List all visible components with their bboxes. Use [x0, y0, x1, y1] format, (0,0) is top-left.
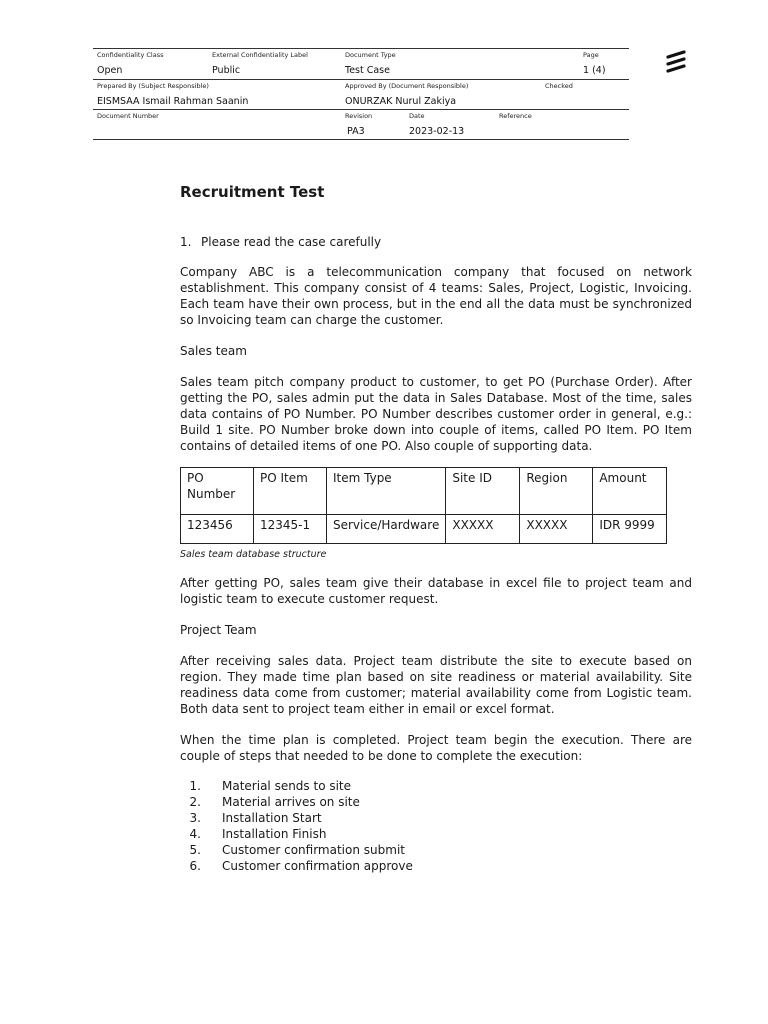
intro-paragraph: Company ABC is a telecommunication company that focused on network establishment. This company consist of 4 teams: Sales, Project, Logistic, Invoicing. Each team have their own process, but in the end all the data must be synchronized so Invoicing team can charge the customer.	[180, 265, 692, 327]
list-item-text: Installation Start	[222, 811, 322, 825]
list-item-text: Material arrives on site	[222, 795, 360, 809]
confidentiality-class-value: Open	[97, 65, 123, 76]
table-cell: 12345-1	[254, 515, 327, 544]
numbered-item-1	[180, 234, 381, 250]
document-type-value: Test Case	[345, 65, 390, 76]
page-label: Page	[583, 51, 599, 59]
execution-steps-list	[180, 778, 413, 874]
table-row	[181, 515, 667, 544]
page-title: Recruitment Test	[180, 183, 325, 201]
table-header-cell: PO Item	[254, 468, 327, 515]
list-item	[180, 858, 413, 874]
list-item	[180, 826, 413, 842]
table-header-cell: Amount	[593, 468, 667, 515]
document-header	[93, 48, 629, 140]
approved-by-value: ONURZAK Nurul Zakiya	[345, 96, 457, 107]
header-row-2	[93, 79, 629, 109]
table-header-row	[181, 468, 667, 515]
sales-paragraph: Sales team pitch company product to customer, to get PO (Purchase Order). After getting the PO, sales admin put the data in Sales Database. Most of the time, sales data contains of PO Number. PO Number describes customer order in general, e.g.: Build 1 site. PO Number broke down into couple of items, called PO Item. PO Item contains of detailed items of one PO. Also couple of supporting data.	[180, 375, 692, 453]
reference-label: Reference	[499, 112, 532, 120]
table-cell: Service/Hardware	[327, 515, 446, 544]
table-header-cell: PO Number	[181, 468, 254, 515]
list-item	[180, 842, 413, 858]
list-item-number: 2.	[189, 795, 201, 809]
table-header-cell: Item Type	[327, 468, 446, 515]
table-cell: 123456	[181, 515, 254, 544]
date-label: Date	[409, 112, 425, 120]
list-item-text: Material sends to site	[222, 779, 352, 793]
prepared-by-value: EISMSAA Ismail Rahman Saanin	[97, 96, 249, 107]
list-item-text: Installation Finish	[222, 827, 327, 841]
revision-label: Revision	[345, 112, 373, 120]
list-item-number: 6.	[189, 859, 201, 873]
list-item	[180, 794, 413, 810]
document-type-label: Document Type	[345, 51, 396, 59]
external-label-value: Public	[212, 65, 241, 76]
table-header-cell: Region	[520, 468, 593, 515]
ericsson-logo-icon	[665, 50, 687, 74]
table-cell: IDR 9999	[593, 515, 667, 544]
list-item-number: 5.	[189, 843, 201, 857]
project-heading: Project Team	[180, 623, 257, 637]
document-number-label: Document Number	[97, 112, 159, 120]
list-item	[180, 778, 413, 794]
table-header-cell: Site ID	[446, 468, 520, 515]
list-item-number: 1.	[189, 779, 201, 793]
item-text: Please read the case carefully	[201, 235, 382, 249]
list-item	[180, 810, 413, 826]
project-paragraph: After receiving sales data. Project team distribute the site to execute based on region. They made time plan based on site readiness or material availability. Site readiness data come from customer; material availability come from Logistic team. Both data sent to project team either in email or excel format.	[180, 654, 692, 716]
list-item-number: 4.	[189, 827, 201, 841]
item-number: 1.	[180, 235, 192, 249]
prepared-by-label: Prepared By (Subject Responsible)	[97, 82, 209, 90]
sales-table	[180, 467, 667, 544]
timeplan-paragraph: When the time plan is completed. Project team begin the execution. There are couple of steps that needed to be done to complete the execution:	[180, 733, 692, 763]
table-cell: XXXXX	[520, 515, 593, 544]
page-value: 1 (4)	[583, 65, 606, 76]
header-row-3	[93, 109, 629, 140]
revision-value: PA3	[347, 126, 365, 137]
list-item-text: Customer confirmation submit	[222, 843, 405, 857]
approved-by-label: Approved By (Document Responsible)	[345, 82, 469, 90]
sales-heading: Sales team	[180, 344, 247, 358]
date-value: 2023-02-13	[409, 126, 465, 137]
table-cell: XXXXX	[446, 515, 520, 544]
list-item-text: Customer confirmation approve	[222, 859, 413, 873]
confidentiality-class-label: Confidentiality Class	[97, 51, 164, 59]
list-item-number: 3.	[189, 811, 201, 825]
after-po-paragraph: After getting PO, sales team give their database in excel file to project team and logistic team to execute customer request.	[180, 576, 692, 606]
table-caption: Sales team database structure	[180, 549, 327, 560]
external-label-label: External Confidentiality Label	[212, 51, 308, 59]
checked-label: Checked	[545, 82, 573, 90]
header-row-1	[93, 48, 629, 79]
